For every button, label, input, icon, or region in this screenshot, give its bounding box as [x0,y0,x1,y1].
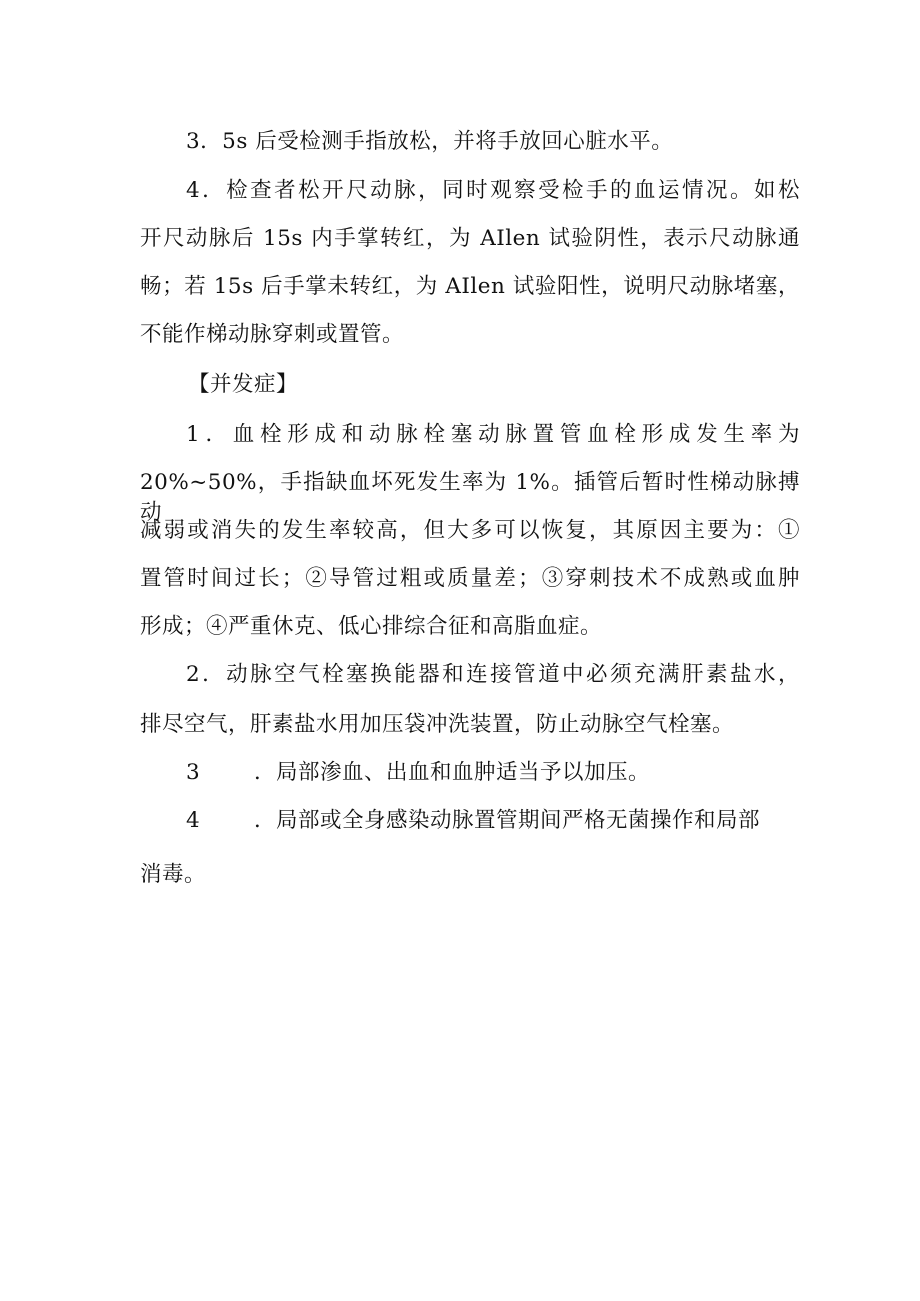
text-line: 不能作梯动脉穿刺或置管。 [140,322,405,347]
list-item [186,806,846,836]
list-text: ．局部或全身感染动脉置管期间严格无菌操作和局部 [254,808,761,833]
list-item [186,758,846,788]
list-number: 4 [186,808,201,833]
text-line: 减弱或消失的发生率较高，但大多可以恢复，其原因主要为：① [140,518,800,543]
text-line: 3．5s 后受检测手指放松，并将手放回心脏水平。 [186,129,674,154]
text-line: 排尽空气，肝素盐水用加压袋冲洗装置，防止动脉空气栓塞。 [140,712,735,737]
text-line: 1．血栓形成和动脉栓塞动脉置管血栓形成发生率为 [186,422,800,447]
text-line: 畅；若 15s 后手掌未转红，为 AIlen 试验阳性，说明尺动脉堵塞， [140,274,800,299]
text-line: 置管时间过长；②导管过粗或质量差；③穿刺技术不成熟或血肿 [140,566,800,591]
text-line: 2．动脉空气栓塞换能器和连接管道中必须充满肝素盐水， [186,662,800,687]
text-line: 4．检查者松开尺动脉，同时观察受检手的血运情况。如松 [186,178,800,203]
text-line: 形成；④严重休克、低心排综合征和高脂血症。 [140,614,603,639]
section-heading: 【并发症】 [188,372,299,397]
text-line: 20%~50%，手指缺血坏死发生率为 1%。插管后暂时性梯动脉搏动 [140,470,800,525]
text-line: 消毒。 [140,862,207,887]
list-text: ．局部渗血、出血和血肿适当予以加压。 [254,760,651,785]
list-number: 3 [186,760,201,785]
text-line: 开尺动脉后 15s 内手掌转红，为 AIlen 试验阴性，表示尺动脉通 [140,226,800,251]
